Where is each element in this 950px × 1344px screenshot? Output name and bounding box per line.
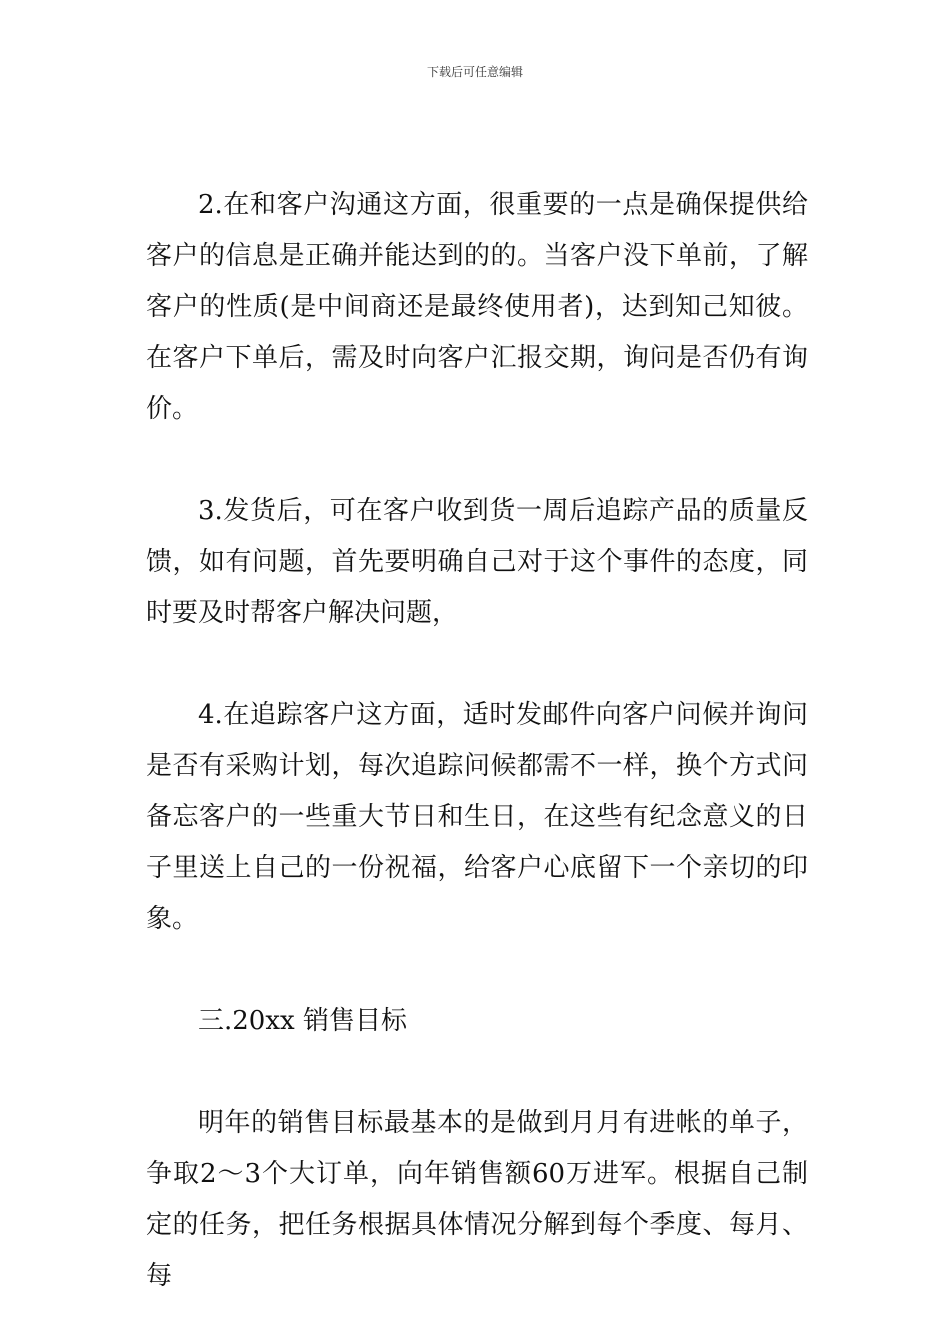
document-body	[146, 180, 808, 1302]
paragraph-after-shipping: 3.发货后，可在客户收到货一周后追踪产品的质量反馈，如有问题，首先要明确自己对于这个事件的态度，同时要及时帮客户解决问题，	[146, 496, 808, 628]
paragraph-sales-target: 明年的销售目标最基本的是做到月月有进帐的单子，争取2～3个大订单，向年销售额60万进军。根据自己制定的任务，把任务根据具体情况分解到每个季度、每月、每	[146, 1108, 808, 1291]
paragraph-gap	[146, 1047, 808, 1098]
section-heading: 三.20xx 销售目标	[198, 1006, 407, 1036]
paragraph-gap	[146, 639, 808, 690]
paragraph-communication: 2.在和客户沟通这方面，很重要的一点是确保提供给客户的信息是正确并能达到的的。当客户没下单前，了解客户的性质(是中间商还是最终使用者)，达到知己知彼。在客户下单后，需及时向客户汇报交期，询问是否仍有询价。	[146, 190, 808, 424]
paragraph-gap	[146, 945, 808, 996]
paragraph-gap	[146, 435, 808, 486]
page-header-note: 下载后可任意编辑	[426, 65, 523, 79]
paragraph-customer-tracking: 4.在追踪客户这方面，适时发邮件向客户问候并询问是否有采购计划，每次追踪问候都需不一样，换个方式问备忘客户的一些重大节日和生日，在这些有纪念意义的日子里送上自己的一份祝福，给客户心底留下一个亲切的印象。	[146, 700, 808, 934]
